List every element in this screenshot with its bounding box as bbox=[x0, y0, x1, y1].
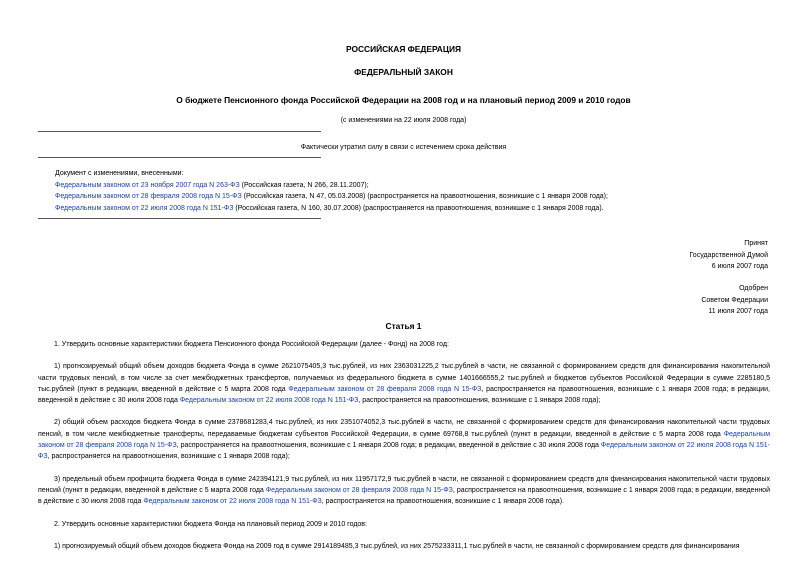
accepted-block bbox=[689, 238, 768, 273]
changes-note: (с изменениями на 22 июля 2008 года) bbox=[340, 117, 467, 124]
accepted-line: Государственной Думой bbox=[689, 251, 768, 259]
accepted-line: Принят bbox=[744, 240, 768, 247]
paragraph: 2) общий объем расходов бюджета Фонда в сумме 2378681283,4 тыс.рублей, из них 2351074052,3 тыс.рублей в части, не связанной с формированием средств для финансирования накопительной части трудовых пенсий, в том числе межбюджетные трансферты, передаваемые бюджетам субъектов Российской Федерации, в сумме 69768,8 тыс.рублей (пункт в редакции, введенной в действие с 5 марта 2008 года Федеральным законом от 28 февраля 2008 года N 15-ФЗ, распространяется на правоотношения, возникшие с 1 января 2008 года; в редакции, введенной в действие с 30 июля 2008 года Федеральным законом от 22 июля 2008 года N 151-ФЗ, распространяется на правоотношения, возникшие с 1 января 2008 года); bbox=[38, 419, 771, 461]
paragraph: 1. Утвердить основные характеристики бюджета Пенсионного фонда Российской Федерации (далее - Фонд) на 2008 год: bbox=[54, 341, 449, 348]
history-link[interactable]: Федеральным законом от 22 июля 2008 года N 151-ФЗ bbox=[55, 204, 234, 212]
paragraph: 3) предельный объем профицита бюджета Фонда в сумме 242394121,9 тыс.рублей, из них 11957172,9 тыс.рублей в части, не связанной с формированием средств для финансирования накопительной части трудовых пенсий (пункт в редакции, введенной в действие с 5 марта 2008 года Федеральным законом от 28 февраля 2008 года N 15-ФЗ, распространяется на правоотношения, возникшие с 1 января 2008 года; в редакции, введенной в действие с 30 июля 2008 года Федеральным законом от 22 июля 2008 года N 151-ФЗ, распространяется на правоотношения, возникшие с 1 января 2008 года). bbox=[38, 475, 770, 506]
history-item bbox=[55, 203, 775, 215]
divider bbox=[38, 218, 321, 219]
history-item bbox=[55, 191, 775, 203]
paragraph: 1) прогнозируемый общий объем доходов бюджета Фонда в сумме 2621075405,3 тыс.рублей, из них 2363031225,2 тыс.рублей в части, не связанной с формированием средств для финансирования накопительной части трудовых пенсий, в том числе за счет межбюджетных трансфертов, получаемых из федерального бюджета в сумме 1401666555,2 тыс.рублей и бюджетов субъектов Российской Федерации в сумме 2285180,5 тыс.рублей (пункт в редакции, введенной в действие с 5 марта 2008 года Федеральным законом от 28 февраля 2008 года N 15-ФЗ, распространяется на правоотношения, возникшие с 1 января 2008 года; в редакции, введенной в действие с 30 июля 2008 года Федеральным законом от 22 июля 2008 года N 151-ФЗ, распространяется на правоотношения, возникшие с 1 января 2008 года); bbox=[38, 363, 770, 405]
history-link[interactable]: Федеральным законом от 28 февраля 2008 года N 15-ФЗ bbox=[55, 193, 242, 201]
divider bbox=[38, 157, 321, 158]
amendment-history bbox=[55, 168, 775, 214]
amendment-link[interactable]: Федеральным законом от 22 июля 2008 года N 151-ФЗ bbox=[143, 498, 322, 506]
amendment-link[interactable]: Федеральным законом от 28 февраля 2008 года N 15-ФЗ bbox=[38, 430, 770, 450]
document-title: О бюджете Пенсионного фонда Российской Федерации на 2008 год и на плановый период 2009 и 2010 годов bbox=[176, 95, 631, 105]
paragraph: 1) прогнозируемый общий объем доходов бюджета Фонда на 2009 год в сумме 2914189485,3 тыс.рублей, из них 2575233311,1 тыс.рублей в части, не связанной с формированием средств для финансирования bbox=[54, 542, 740, 550]
law-type-heading: ФЕДЕРАЛЬНЫЙ ЗАКОН bbox=[354, 67, 453, 77]
history-link[interactable]: Федеральным законом от 23 ноября 2007 года N 263-ФЗ bbox=[55, 181, 240, 189]
amendment-link[interactable]: Федеральным законом от 22 июля 2008 года N 151-ФЗ bbox=[179, 397, 359, 405]
history-item-tail: (Российская газета, N 47, 05.03.2008) (распространяется на правоотношения, возникшие с 1 января 2008 года); bbox=[241, 193, 608, 201]
amendment-link[interactable]: Федеральным законом от 28 февраля 2008 года N 15-ФЗ bbox=[288, 385, 482, 393]
history-intro: Документ с изменениями, внесенными: bbox=[55, 170, 184, 177]
paragraph: 2. Утвердить основные характеристики бюджета Фонда на плановый период 2009 и 2010 годов: bbox=[54, 520, 367, 528]
approved-block bbox=[701, 283, 768, 318]
article-heading: Статья 1 bbox=[385, 321, 422, 331]
approved-line: Советом Федерации bbox=[701, 296, 768, 304]
amendment-link[interactable]: Федеральным законом от 28 февраля 2008 года N 15-ФЗ bbox=[265, 486, 453, 494]
history-item-tail: (Российская газета, N 266, 28.11.2007); bbox=[239, 181, 369, 189]
accepted-line: 6 июля 2007 года bbox=[711, 263, 768, 271]
divider bbox=[38, 131, 321, 132]
country-heading: РОССИЙСКАЯ ФЕДЕРАЦИЯ bbox=[345, 44, 462, 54]
history-item bbox=[55, 180, 775, 192]
lost-force-note: Фактически утратил силу в связи с истечением срока действия bbox=[300, 144, 507, 151]
approved-line: Одобрен bbox=[739, 285, 768, 292]
article-body bbox=[38, 339, 770, 563]
amendment-link[interactable]: Федеральным законом от 22 июля 2008 года N 151-ФЗ bbox=[38, 442, 771, 461]
approved-line: 11 июля 2007 года bbox=[708, 308, 768, 316]
history-item-tail: (Российская газета, N 160, 30.07.2008) (распространяется на правоотношения, возникшие с 1 января 2008 года). bbox=[233, 204, 604, 212]
